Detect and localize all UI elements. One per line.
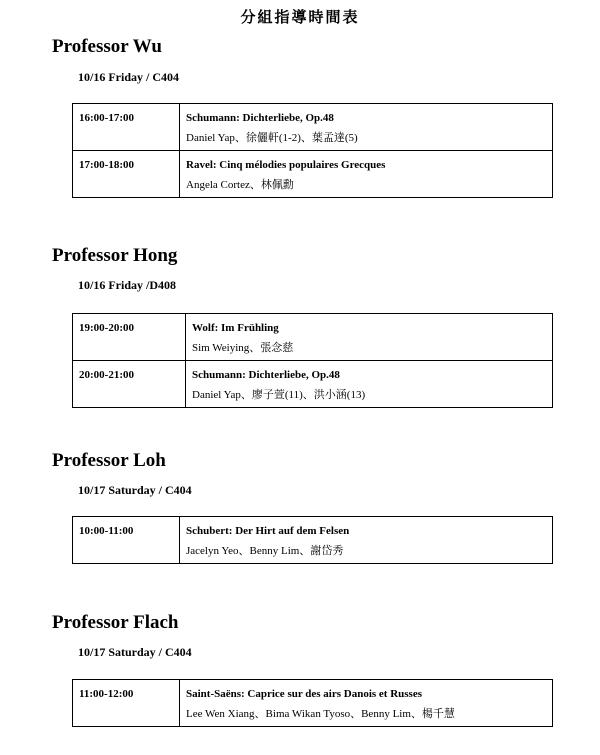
piece-title: Schubert: Der Hirt auf dem Felsen (186, 525, 350, 537)
details-cell (180, 151, 553, 198)
table-row (73, 680, 553, 727)
session-info: 10/17 Saturday / C404 (78, 483, 192, 497)
table-row (73, 361, 553, 408)
performers: Sim Weiying、張念慈 (192, 342, 294, 354)
details-cell (180, 517, 553, 564)
table-row (73, 151, 553, 198)
professor-name: Professor Loh (52, 450, 166, 471)
professor-name: Professor Wu (52, 36, 162, 57)
schedule-table (72, 313, 553, 408)
time-cell: 10:00-11:00 (73, 517, 180, 564)
details-cell (186, 361, 553, 408)
time-cell: 16:00-17:00 (73, 104, 180, 151)
details-cell (180, 680, 553, 727)
session-info: 10/17 Saturday / C404 (78, 645, 192, 659)
table-row (73, 517, 553, 564)
session-info: 10/16 Friday / C404 (78, 70, 179, 84)
piece-title: Saint-Saëns: Caprice sur des airs Danois et Russes (186, 688, 423, 700)
schedule-table (72, 103, 553, 198)
professor-name: Professor Hong (52, 245, 178, 266)
schedule-table (72, 679, 553, 727)
performers: Daniel Yap、廖子萱(11)、洪小涵(13) (192, 389, 366, 401)
details-cell (180, 104, 553, 151)
piece-title: Ravel: Cinq mélodies populaires Grecques (186, 159, 386, 171)
table-row (73, 104, 553, 151)
piece-title: Wolf: Im Frühling (192, 322, 279, 334)
time-cell: 20:00-21:00 (73, 361, 186, 408)
performers: Angela Cortez、林佩勳 (186, 179, 294, 191)
time-cell: 17:00-18:00 (73, 151, 180, 198)
time-cell: 11:00-12:00 (73, 680, 180, 727)
performers: Jacelyn Yeo、Benny Lim、謝岱秀 (186, 545, 344, 557)
schedule-table (72, 516, 553, 564)
professor-name: Professor Flach (52, 612, 179, 633)
page-title: 分組指導時間表 (240, 8, 360, 26)
performers: Lee Wen Xiang、Bima Wikan Tyoso、Benny Lim、楊千慧 (186, 708, 455, 720)
piece-title: Schumann: Dichterliebe, Op.48 (186, 112, 334, 124)
table-row (73, 314, 553, 361)
performers: Daniel Yap、徐儷軒(1-2)、葉孟達(5) (186, 132, 358, 144)
piece-title: Schumann: Dichterliebe, Op.48 (192, 369, 340, 381)
session-info: 10/16 Friday /D408 (78, 278, 176, 292)
details-cell (186, 314, 553, 361)
time-cell: 19:00-20:00 (73, 314, 186, 361)
